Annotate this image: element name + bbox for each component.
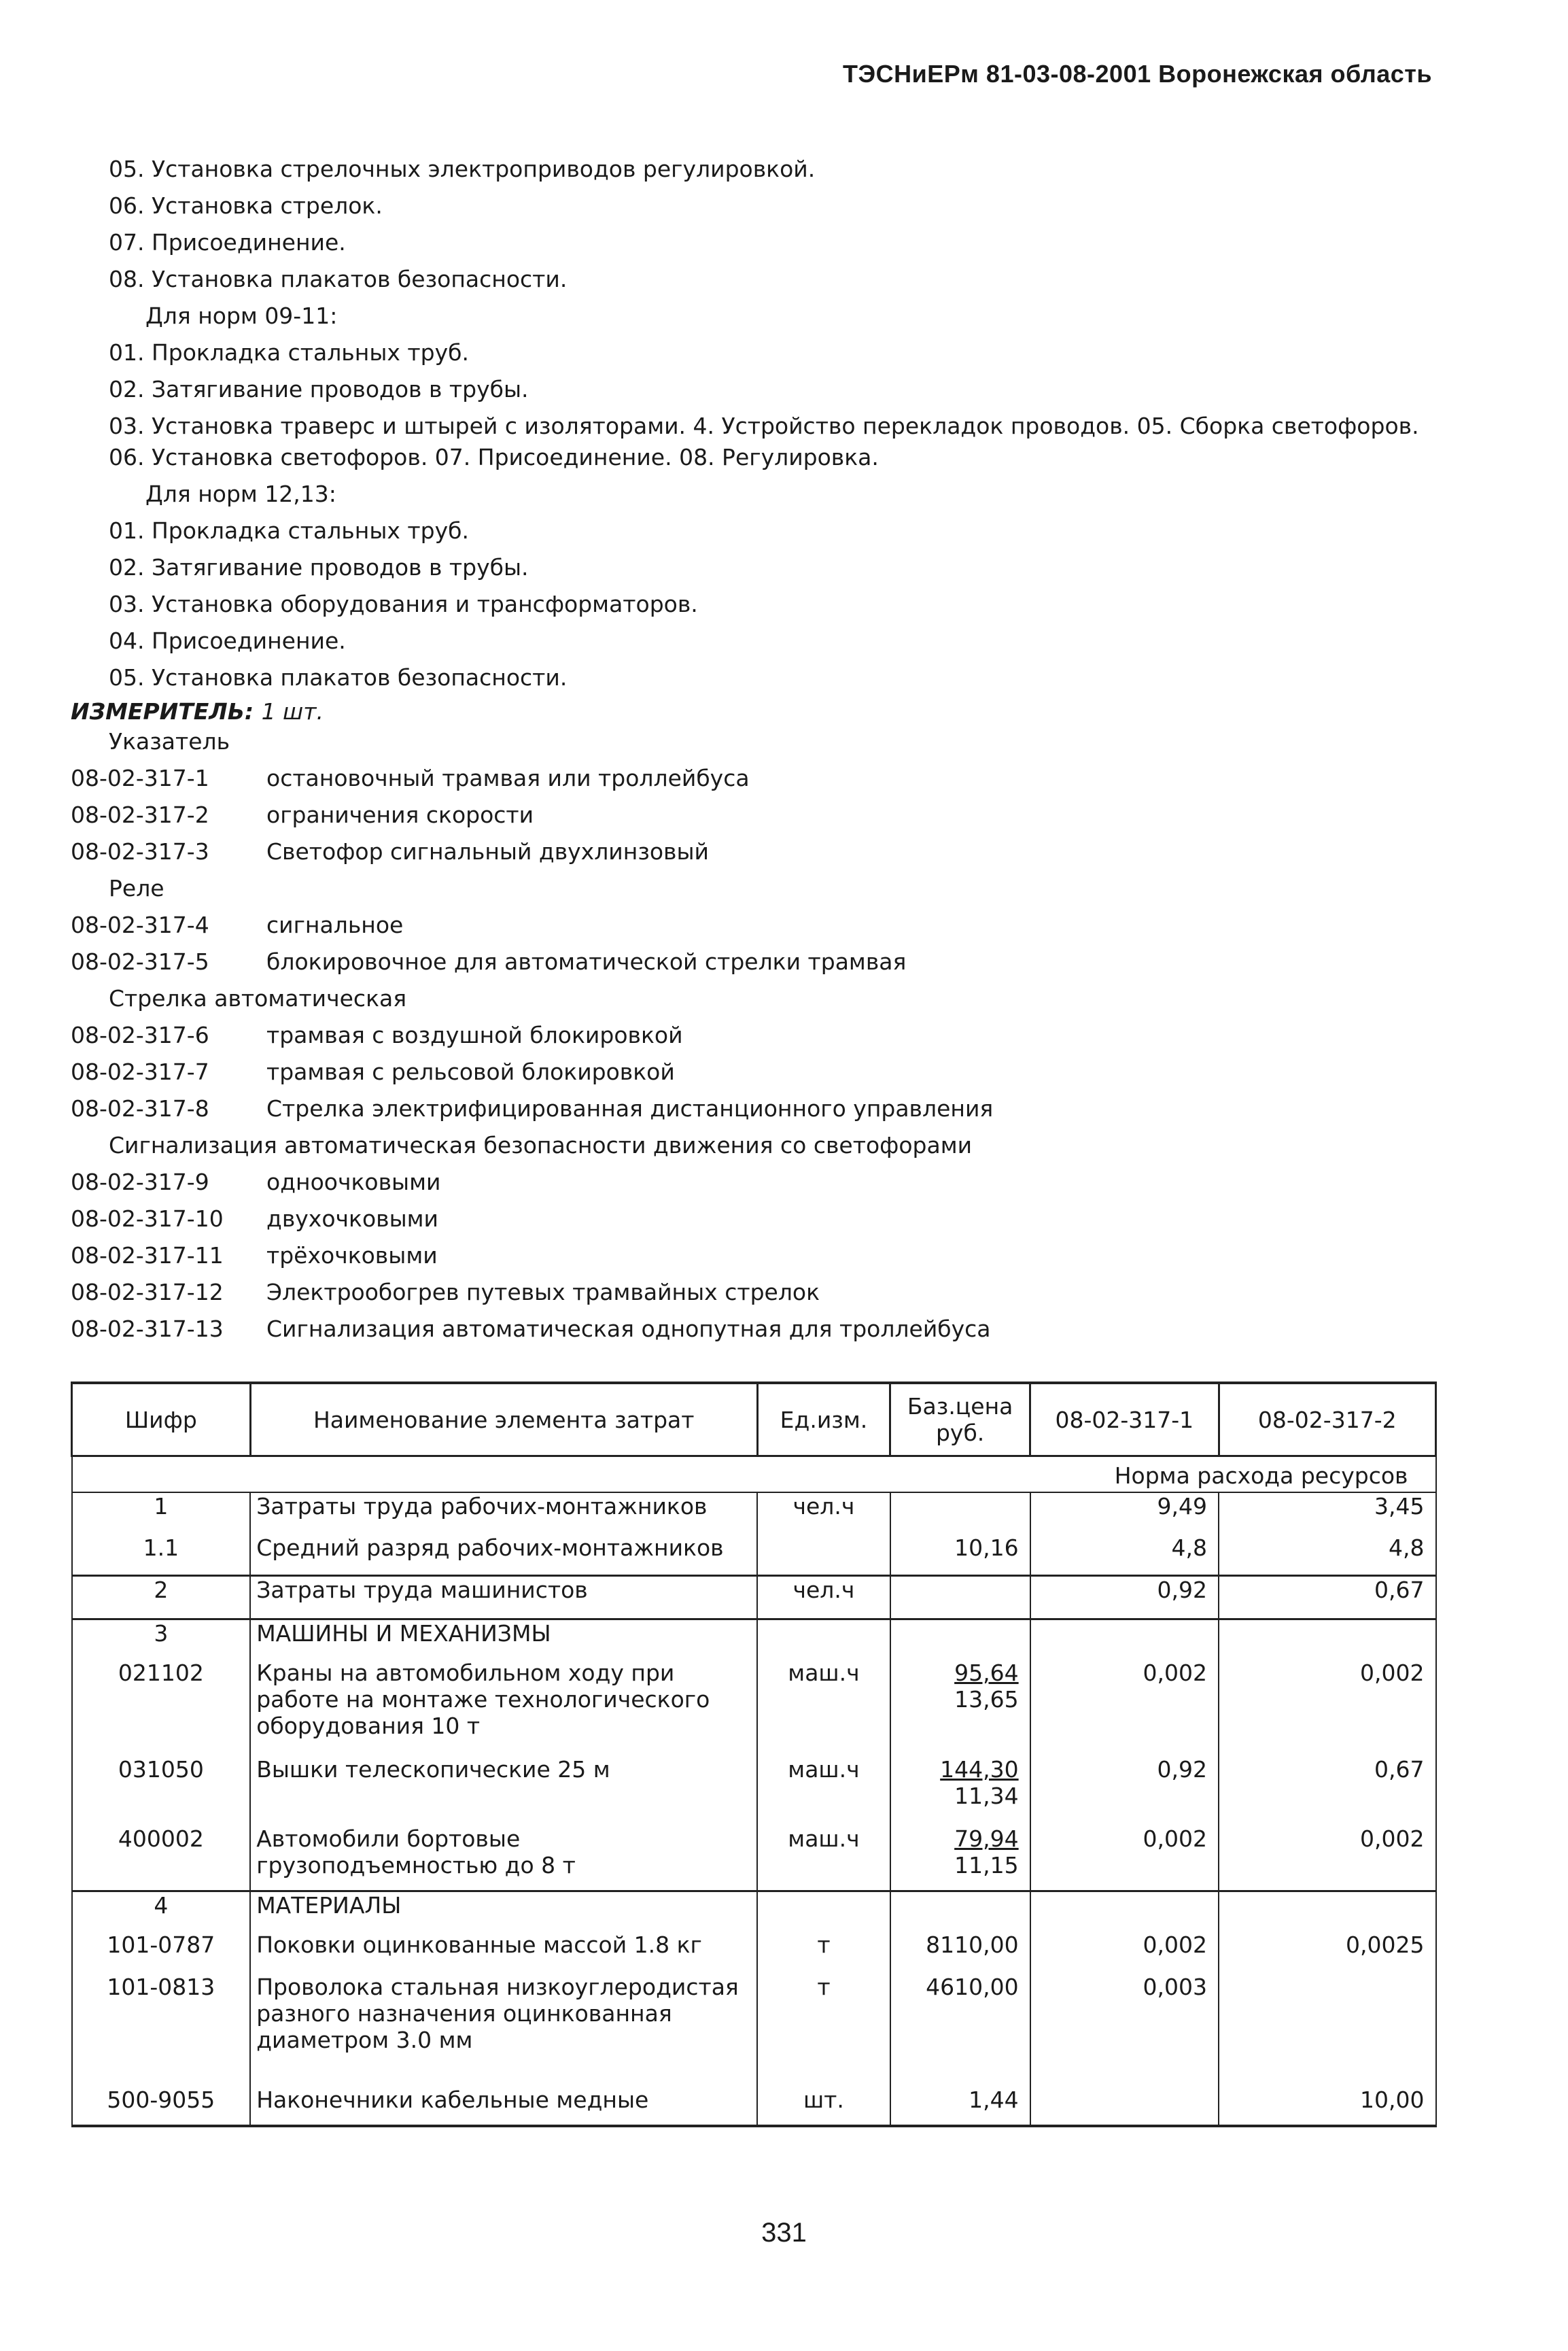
table-section-row bbox=[72, 1619, 1436, 1660]
cell-norm-2: 0,002 bbox=[1219, 1660, 1435, 1756]
norm-text: двухочковыми bbox=[266, 1205, 438, 1232]
price-wage: 13,65 bbox=[954, 1686, 1019, 1713]
cell-norm-2: 0,0025 bbox=[1219, 1932, 1435, 1974]
cell-norm-2: 0,67 bbox=[1219, 1575, 1435, 1619]
cell-price bbox=[890, 1492, 1030, 1534]
norm-code: 08-02-317-11 bbox=[71, 1242, 224, 1269]
cell-code: 4 bbox=[72, 1891, 251, 1932]
cell-norm-1: 4,8 bbox=[1030, 1534, 1219, 1575]
cell-name: Средний разряд рабочих-монтажников bbox=[250, 1534, 757, 1575]
cell-norm-2: 3,45 bbox=[1219, 1492, 1435, 1534]
norm-code: 08-02-317-10 bbox=[71, 1205, 224, 1232]
cell-norm-2 bbox=[1219, 1974, 1435, 2087]
cell-code: 101-0787 bbox=[72, 1932, 251, 1974]
norm-code: 08-02-317-7 bbox=[71, 1059, 209, 1085]
price-base: 144,30 bbox=[940, 1756, 1019, 1783]
norm-code: 08-02-317-13 bbox=[71, 1316, 224, 1342]
measure-label: ИЗМЕРИТЕЛЬ: bbox=[71, 698, 254, 725]
cell-unit: шт. bbox=[757, 2087, 890, 2126]
cell-code: 500-9055 bbox=[72, 2087, 251, 2126]
norm-code: 08-02-317-2 bbox=[71, 802, 209, 828]
cell-norm-2: 0,67 bbox=[1219, 1756, 1435, 1825]
price-wage: 11,15 bbox=[954, 1852, 1019, 1878]
cell-unit bbox=[757, 1534, 890, 1575]
section-title: МАШИНЫ И МЕХАНИЗМЫ bbox=[250, 1619, 757, 1660]
cell-norm-1: 0,002 bbox=[1030, 1660, 1219, 1756]
norm-text: трёхочковыми bbox=[266, 1242, 438, 1269]
intro-subheading: Для норм 09-11: bbox=[145, 303, 338, 329]
table-row bbox=[72, 1660, 1436, 1756]
header-norm-2: 08-02-317-2 bbox=[1219, 1383, 1435, 1456]
norm-code: 08-02-317-6 bbox=[71, 1022, 209, 1048]
cell-code: 031050 bbox=[72, 1756, 251, 1825]
norm-group-title: Реле bbox=[109, 875, 164, 902]
norm-code: 08-02-317-5 bbox=[71, 948, 209, 975]
table-row bbox=[72, 1492, 1436, 1534]
cell-name: Краны на автомобильном ходу при работе на монтаже технологического оборудования 10 т bbox=[250, 1660, 757, 1756]
norm-caption: Норма расхода ресурсов bbox=[72, 1456, 1436, 1493]
header-norm-1: 08-02-317-1 bbox=[1030, 1383, 1219, 1456]
document-header: ТЭСНиЕРм 81-03-08-2001 Воронежская область bbox=[843, 60, 1432, 88]
intro-line: 01. Прокладка стальных труб. bbox=[109, 517, 469, 544]
norm-group-title: Сигнализация автоматическая безопасности движения со светофорами bbox=[109, 1132, 973, 1159]
cell-code: 101-0813 bbox=[72, 1974, 251, 2087]
norm-text: Электрообогрев путевых трамвайных стрелок bbox=[266, 1279, 820, 1305]
cell-name: Проволока стальная низкоуглеродистая разного назначения оцинкованная диаметром 3.0 мм bbox=[250, 1974, 757, 2087]
table-row bbox=[72, 1932, 1436, 1974]
table-section-row bbox=[72, 1891, 1436, 1932]
intro-line: 05. Установка стрелочных электроприводов регулировкой. bbox=[109, 156, 816, 182]
cell-price bbox=[890, 1660, 1030, 1756]
cell-unit: чел.ч bbox=[757, 1575, 890, 1619]
cell-name: Затраты труда рабочих-монтажников bbox=[250, 1492, 757, 1534]
header-name: Наименование элемента затрат bbox=[250, 1383, 757, 1456]
header-price-line1: Баз.цена bbox=[907, 1393, 1013, 1420]
cell-price bbox=[890, 1825, 1030, 1891]
header-price bbox=[890, 1383, 1030, 1456]
price-base: 95,64 bbox=[954, 1660, 1019, 1686]
norm-code: 08-02-317-9 bbox=[71, 1169, 209, 1195]
norm-code: 08-02-317-1 bbox=[71, 765, 209, 791]
cell-unit: маш.ч bbox=[757, 1660, 890, 1756]
norm-text: ограничения скорости bbox=[266, 802, 534, 828]
norm-code: 08-02-317-3 bbox=[71, 838, 209, 865]
norm-text: сигнальное bbox=[266, 912, 404, 938]
header-unit: Ед.изм. bbox=[757, 1383, 890, 1456]
measure-unit: 1 шт. bbox=[261, 698, 324, 725]
cell-norm-1: 0,92 bbox=[1030, 1756, 1219, 1825]
cell-code: 2 bbox=[72, 1575, 251, 1619]
intro-line: 06. Установка светофоров. 07. Присоединение. 08. Регулировка. bbox=[109, 444, 879, 470]
cell-price bbox=[890, 1756, 1030, 1825]
cell-price bbox=[890, 1575, 1030, 1619]
norm-text: Светофор сигнальный двухлинзовый bbox=[266, 838, 710, 865]
cell-norm-1: 0,92 bbox=[1030, 1575, 1219, 1619]
norm-caption-row bbox=[72, 1456, 1436, 1493]
cell-code: 1.1 bbox=[72, 1534, 251, 1575]
cell-norm-1: 0,002 bbox=[1030, 1825, 1219, 1891]
norm-text: Стрелка электрифицированная дистанционного управления bbox=[266, 1095, 994, 1122]
header-code: Шифр bbox=[72, 1383, 251, 1456]
cell-unit: т bbox=[757, 1974, 890, 2087]
norm-text: Сигнализация автоматическая однопутная для троллейбуса bbox=[266, 1316, 991, 1342]
header-price-line2: руб. bbox=[935, 1420, 985, 1446]
table-row bbox=[72, 1825, 1436, 1891]
table-row bbox=[72, 1534, 1436, 1575]
intro-line: 03. Установка оборудования и трансформаторов. bbox=[109, 591, 698, 617]
norm-code: 08-02-317-8 bbox=[71, 1095, 209, 1122]
table-row bbox=[72, 2087, 1436, 2126]
norm-text: блокировочное для автоматической стрелки трамвая bbox=[266, 948, 907, 975]
cell-price: 1,44 bbox=[890, 2087, 1030, 2126]
norm-text: одноочковыми bbox=[266, 1169, 441, 1195]
cell-norm-2: 0,002 bbox=[1219, 1825, 1435, 1891]
cell-code: 1 bbox=[72, 1492, 251, 1534]
cell-norm-2: 10,00 bbox=[1219, 2087, 1435, 2126]
table-row bbox=[72, 1575, 1436, 1619]
resource-table bbox=[71, 1382, 1437, 2127]
norm-code: 08-02-317-12 bbox=[71, 1279, 224, 1305]
table-row bbox=[72, 1974, 1436, 2087]
cell-norm-1: 9,49 bbox=[1030, 1492, 1219, 1534]
price-base: 79,94 bbox=[954, 1825, 1019, 1852]
norm-code: 08-02-317-4 bbox=[71, 912, 209, 938]
intro-line: 06. Установка стрелок. bbox=[109, 192, 383, 219]
cell-code: 3 bbox=[72, 1619, 251, 1660]
intro-subheading: Для норм 12,13: bbox=[145, 481, 336, 507]
intro-line: 03. Установка траверс и штырей с изоляторами. 4. Устройство перекладок проводов. 05. Сборка светофоров. bbox=[109, 413, 1419, 439]
cell-name: Вышки телескопические 25 м bbox=[250, 1756, 757, 1825]
measure-heading bbox=[71, 700, 324, 723]
norm-group-title: Стрелка автоматическая bbox=[109, 985, 407, 1012]
cell-code: 400002 bbox=[72, 1825, 251, 1891]
cell-norm-1: 0,002 bbox=[1030, 1932, 1219, 1974]
intro-line: 02. Затягивание проводов в трубы. bbox=[109, 376, 529, 402]
cell-name: Поковки оцинкованные массой 1.8 кг bbox=[250, 1932, 757, 1974]
table-header-row bbox=[72, 1383, 1436, 1456]
cell-unit: маш.ч bbox=[757, 1756, 890, 1825]
cell-code: 021102 bbox=[72, 1660, 251, 1756]
cell-norm-1 bbox=[1030, 2087, 1219, 2126]
intro-line: 08. Установка плакатов безопасности. bbox=[109, 266, 568, 292]
cell-name: Наконечники кабельные медные bbox=[250, 2087, 757, 2126]
norm-text: остановочный трамвая или троллейбуса bbox=[266, 765, 750, 791]
cell-norm-1: 0,003 bbox=[1030, 1974, 1219, 2087]
page-number: 331 bbox=[761, 2218, 807, 2248]
cell-price: 4610,00 bbox=[890, 1974, 1030, 2087]
cell-norm-2: 4,8 bbox=[1219, 1534, 1435, 1575]
intro-line: 04. Присоединение. bbox=[109, 628, 346, 654]
cell-unit: маш.ч bbox=[757, 1825, 890, 1891]
table-row bbox=[72, 1756, 1436, 1825]
intro-line: 01. Прокладка стальных труб. bbox=[109, 339, 469, 366]
cell-unit: т bbox=[757, 1932, 890, 1974]
intro-line: 02. Затягивание проводов в трубы. bbox=[109, 554, 529, 581]
cell-name: Затраты труда машинистов bbox=[250, 1575, 757, 1619]
cell-name: Автомобили бортовые грузоподъемностью до 8 т bbox=[250, 1825, 757, 1891]
intro-line: 07. Присоединение. bbox=[109, 229, 346, 256]
cell-price: 10,16 bbox=[890, 1534, 1030, 1575]
norm-text: трамвая с воздушной блокировкой bbox=[266, 1022, 683, 1048]
norm-group-title: Указатель bbox=[109, 728, 230, 755]
cell-price: 8110,00 bbox=[890, 1932, 1030, 1974]
cell-unit: чел.ч bbox=[757, 1492, 890, 1534]
intro-line: 05. Установка плакатов безопасности. bbox=[109, 664, 568, 691]
norm-text: трамвая с рельсовой блокировкой bbox=[266, 1059, 675, 1085]
section-title: МАТЕРИАЛЫ bbox=[250, 1891, 757, 1932]
price-wage: 11,34 bbox=[954, 1783, 1019, 1809]
